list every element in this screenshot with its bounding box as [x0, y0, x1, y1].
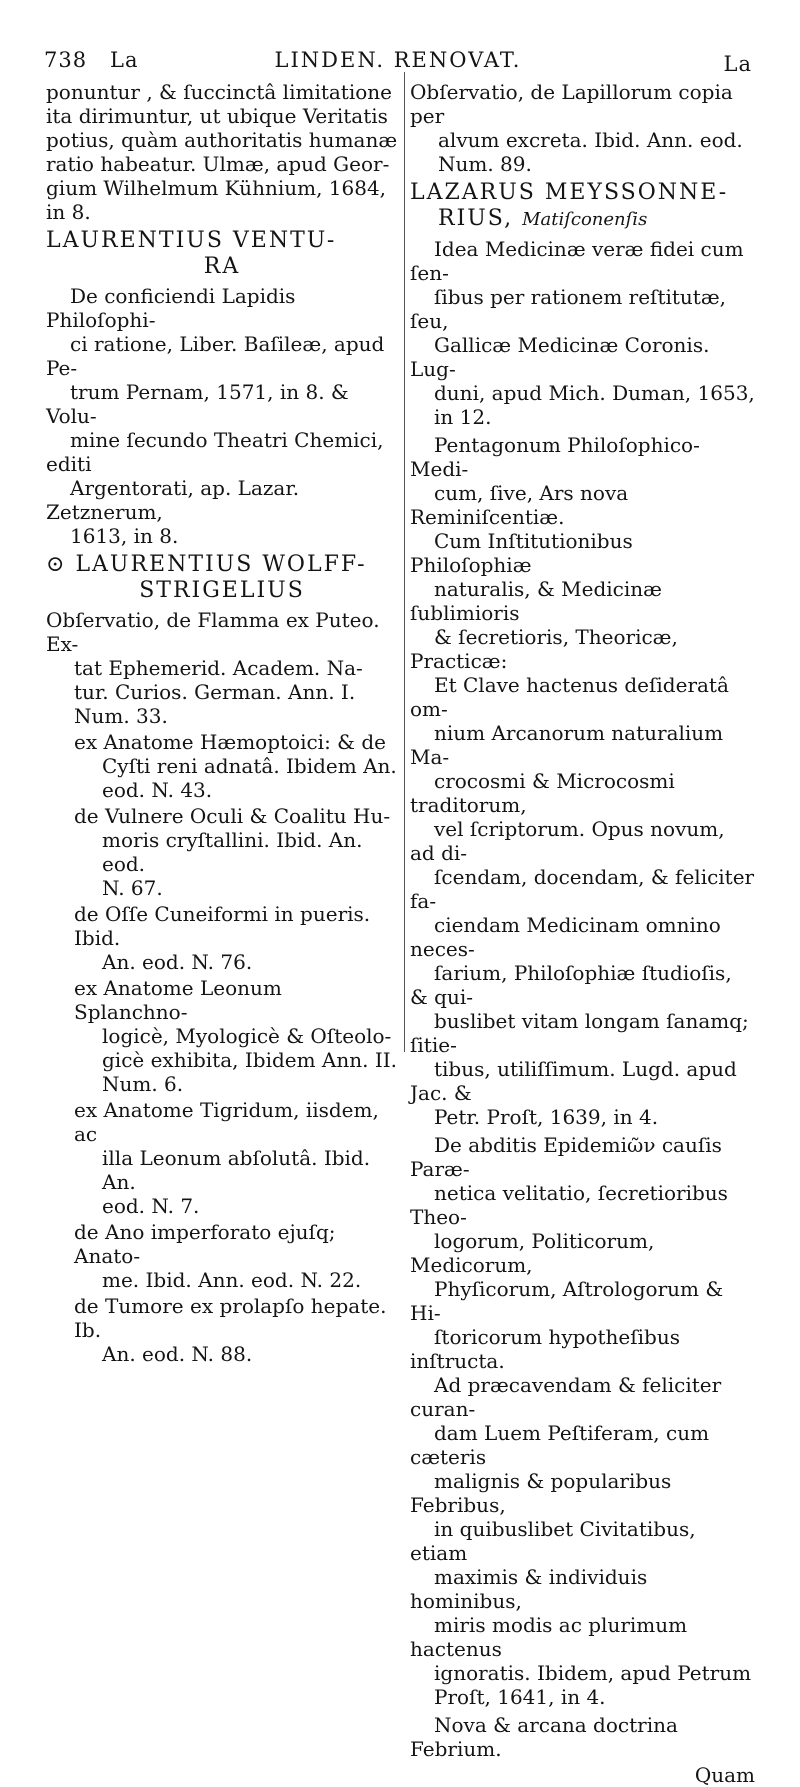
text-line: Obſervatio, de Flamma ex Puteo. Ex-	[46, 608, 380, 656]
author-name-line: LAURENTIUS VENTU-	[46, 228, 337, 253]
text-line: Num. 89.	[438, 152, 532, 176]
text-line: ſcendam, docendam, & feliciter fa-	[410, 865, 755, 913]
bibliographic-entry	[46, 1098, 398, 1218]
text-line: tat Ephemerid. Academ. Na-	[74, 656, 363, 680]
author-heading-wolff-strigelius	[46, 552, 398, 604]
left-column	[46, 80, 398, 1368]
text-line: ex Anatome Tigridum, iisdem, ac	[74, 1098, 379, 1146]
bibliographic-entry	[410, 1713, 755, 1761]
text-line: ciendam Medicinam omnino neces-	[410, 913, 721, 961]
text-line: An. eod. N. 76.	[102, 950, 253, 974]
text-line: gicè exhibita, Ibidem Ann. II.	[102, 1048, 397, 1072]
bibliographic-entry	[46, 1294, 398, 1366]
text-line: ratio habeatur. Ulmæ, apud Geor-	[46, 152, 390, 176]
text-line: trum Pernam, 1571, in 8. & Volu-	[46, 380, 349, 428]
text-line: De conficiendi Lapidis Philoſophi-	[46, 284, 296, 332]
text-line: tibus, utiliſſimum. Lugd. apud Jac. &	[410, 1057, 737, 1105]
author-place: Matiſconenſis	[522, 209, 648, 230]
running-header	[44, 48, 752, 78]
text-line: ex Anatome Hæmoptoici: & de	[74, 730, 386, 754]
text-line: in 8.	[46, 200, 91, 224]
bibliographic-entry	[46, 608, 398, 728]
bibliographic-entry	[46, 976, 398, 1096]
bibliographic-entry	[410, 237, 755, 429]
sun-symbol: ⊙	[46, 552, 67, 577]
text-line: me. Ibid. Ann. eod. N. 22.	[102, 1268, 362, 1292]
text-line: logorum, Politicorum, Medicorum,	[410, 1229, 655, 1277]
text-line: Et Clave hactenus deſideratâ om-	[410, 673, 729, 721]
text-line: duni, apud Mich. Duman, 1653,	[434, 381, 755, 405]
text-line: vel ſcriptorum. Opus novum, ad di-	[410, 817, 725, 865]
text-line: Num. 33.	[74, 704, 168, 728]
right-column	[410, 80, 755, 1787]
bibliographic-entry	[46, 1220, 398, 1292]
text-line: netica velitatio, ſecretioribus Theo-	[410, 1181, 728, 1229]
text-line: Cyſti reni adnatâ. Ibidem An.	[102, 754, 397, 778]
text-line: ex Anatome Leonum Splanchno-	[74, 976, 282, 1024]
text-line: An. eod. N. 88.	[102, 1342, 253, 1366]
text-line: Cum Inſtitutionibus Philoſophiæ	[410, 529, 633, 577]
text-line: ignoratis. Ibidem, apud Petrum	[434, 1661, 752, 1685]
text-line: logicè, Myologicè & Oſteolo-	[102, 1024, 392, 1048]
text-line: nium Arcanorum naturalium Ma-	[410, 721, 724, 769]
page-number: 738	[44, 48, 88, 72]
author-name-line: LAZARUS MEYSSONNE-	[410, 180, 729, 205]
text-line: Petr. Proſt, 1639, in 4.	[434, 1105, 659, 1129]
text-line: 1613, in 8.	[70, 524, 179, 548]
text-line: potius, quàm authoritatis humanæ	[46, 128, 398, 152]
text-line: Proſt, 1641, in 4.	[434, 1685, 606, 1709]
text-line: Ad præcavendam & feliciter curan-	[410, 1373, 722, 1421]
text-line: Gallicæ Medicinæ Coronis. Lug-	[410, 333, 710, 381]
bibliographic-entry	[46, 730, 398, 802]
text-line: Argentorati, ap. Lazar. Zetznerum,	[46, 476, 300, 524]
text-line: de Vulnere Oculi & Coalitu Hu-	[74, 804, 391, 828]
bibliographic-entry	[410, 433, 755, 1129]
header-right-word: La	[723, 52, 752, 76]
text-line: & ſecretioris, Theoricæ, Practicæ:	[410, 625, 678, 673]
continued-entry	[46, 80, 398, 224]
text-line: crocosmi & Microcosmi traditorum,	[410, 769, 675, 817]
author-heading-meyssonnerius	[410, 180, 755, 233]
text-line: eod. N. 43.	[102, 778, 213, 802]
column-divider	[404, 72, 405, 1052]
text-line: mine ſecundo Theatri Chemici, editi	[46, 428, 384, 476]
bibliographic-entry	[46, 804, 398, 900]
text-line: cum, ſive, Ars nova Reminiſcentiæ.	[410, 481, 629, 529]
continued-entry	[410, 80, 755, 176]
bibliographic-entry	[410, 1133, 755, 1709]
text-line: Phyſicorum, Aſtrologorum & Hi-	[410, 1277, 724, 1325]
text-line: naturalis, & Medicinæ ſublimioris	[410, 577, 662, 625]
text-line: alvum excreta. Ibid. Ann. eod.	[438, 128, 743, 152]
text-line: illa Leonum abſolutâ. Ibid. An.	[102, 1146, 371, 1194]
text-line: miris modis ac plurimum hactenus	[410, 1613, 688, 1661]
text-line: ſibus per rationem reſtitutæ, ſeu,	[410, 285, 727, 333]
text-line: gium Wilhelmum Kühnium, 1684,	[46, 176, 387, 200]
text-line: in quibuslibet Civitatibus, etiam	[410, 1517, 696, 1565]
text-line: de Oſſe Cuneiformi in pueris. Ibid.	[74, 902, 371, 950]
author-name-line: LAURENTIUS WOLFF-	[75, 552, 367, 577]
text-line: ſarium, Philoſophiæ ſtudioſis, & qui-	[410, 961, 732, 1009]
text-line: de Ano imperforato ejuſq; Anato-	[74, 1220, 336, 1268]
author-name-line: RA	[203, 254, 241, 279]
text-line: malignis & popularibus Febribus,	[410, 1469, 672, 1517]
text-line: de Tumore ex prolapſo hepate. Ib.	[74, 1294, 387, 1342]
catchword: Quam	[694, 1763, 755, 1787]
text-line: Num. 6.	[102, 1072, 184, 1096]
text-line: Obſervatio, de Lapillorum copia per	[410, 80, 733, 128]
text-line: ſtoricorum hypotheſibus inſtructa.	[410, 1325, 680, 1373]
text-line: dam Luem Peſtiferam, cum cæteris	[410, 1421, 710, 1469]
text-line: ita dirimuntur, ut ubique Veritatis	[46, 104, 388, 128]
text-line: ci ratione, Liber. Baſileæ, apud Pe-	[46, 332, 385, 380]
text-line: eod. N. 7.	[102, 1194, 200, 1218]
text-line: moris cryſtallini. Ibid. An. eod.	[102, 828, 363, 876]
author-heading-ventura	[46, 228, 398, 280]
text-line: tur. Curios. German. Ann. I.	[74, 680, 356, 704]
header-left-word: La	[110, 48, 139, 72]
author-name-line: RIUS,	[438, 206, 514, 231]
text-line: ponuntur , & ſuccinctâ limitatione	[46, 80, 392, 104]
text-line: N. 67.	[102, 876, 163, 900]
text-line: buslibet vitam longam ſanamq; ſitie-	[410, 1009, 749, 1057]
bibliographic-entry	[46, 284, 398, 548]
bibliographic-entry	[46, 902, 398, 974]
text-line: De abditis Epidemiῶν cauſis Paræ-	[410, 1133, 722, 1181]
text-line: Nova & arcana doctrina Febrium.	[410, 1713, 678, 1761]
author-name-line: STRIGELIUS	[139, 578, 305, 603]
text-line: Idea Medicinæ veræ fidei cum ſen-	[410, 237, 744, 285]
text-line: Pentagonum Philoſophico-Medi-	[410, 433, 700, 481]
header-title: LINDEN. RENOVAT.	[274, 48, 522, 72]
text-line: maximis & individuis hominibus,	[410, 1565, 648, 1613]
text-line: in 12.	[434, 405, 492, 429]
